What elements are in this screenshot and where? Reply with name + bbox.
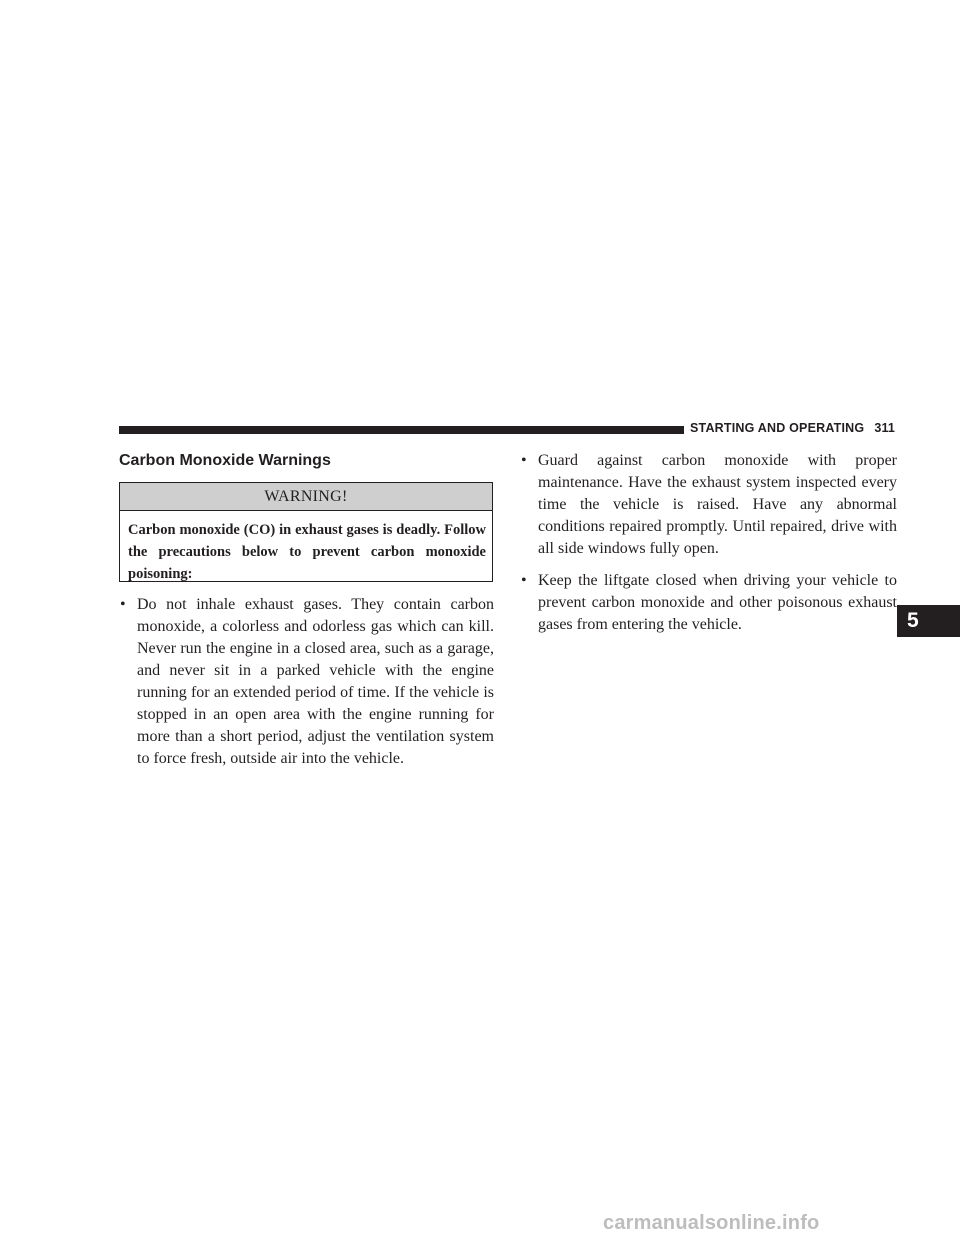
list-item: [118, 594, 494, 770]
header-section-title: STARTING AND OPERATING: [690, 421, 865, 435]
list-item: [519, 450, 897, 560]
list-item-text: Do not inhale exhaust gases. They contain carbon monoxide, a colorless and odorless gas which can kill. Never run the engine in a closed area, such as a garage, and never sit in a parked vehicle with the engine running for an extended period of time. If the vehicle is stopped in an open area with the engine running for more than a short period, adjust the ventilation system to force fresh, outside air into the vehicle.: [137, 596, 494, 767]
chapter-tab: 5: [897, 605, 960, 637]
bullet-list-right: [519, 450, 897, 646]
list-item-text: Guard against carbon monoxide with proper maintenance. Have the exhaust system inspected every time the vehicle is raised. Have any abnormal conditions repaired promptly. Until repaired, drive with all side windows fully open.: [538, 452, 897, 557]
warning-box: [119, 482, 493, 582]
page-number: 311: [874, 421, 896, 435]
warning-text: Carbon monoxide (CO) in exhaust gases is deadly. Follow the precautions below to prevent carbon monoxide poisoning:: [128, 522, 486, 582]
bullet-icon: •: [521, 452, 527, 469]
header-rule: [119, 426, 684, 434]
bullet-list-left: [118, 594, 494, 780]
bullet-icon: •: [521, 572, 527, 589]
bullet-icon: •: [120, 596, 126, 613]
section-title: Carbon Monoxide Warnings: [119, 452, 331, 469]
list-item-text: Keep the liftgate closed when driving your vehicle to prevent carbon monoxide and other poisonous exhaust gases from entering the vehicle.: [538, 572, 897, 633]
list-item: [519, 570, 897, 636]
running-header: [690, 421, 896, 435]
watermark: carmanualsonline.info: [603, 1212, 820, 1234]
warning-title: WARNING!: [120, 483, 492, 511]
